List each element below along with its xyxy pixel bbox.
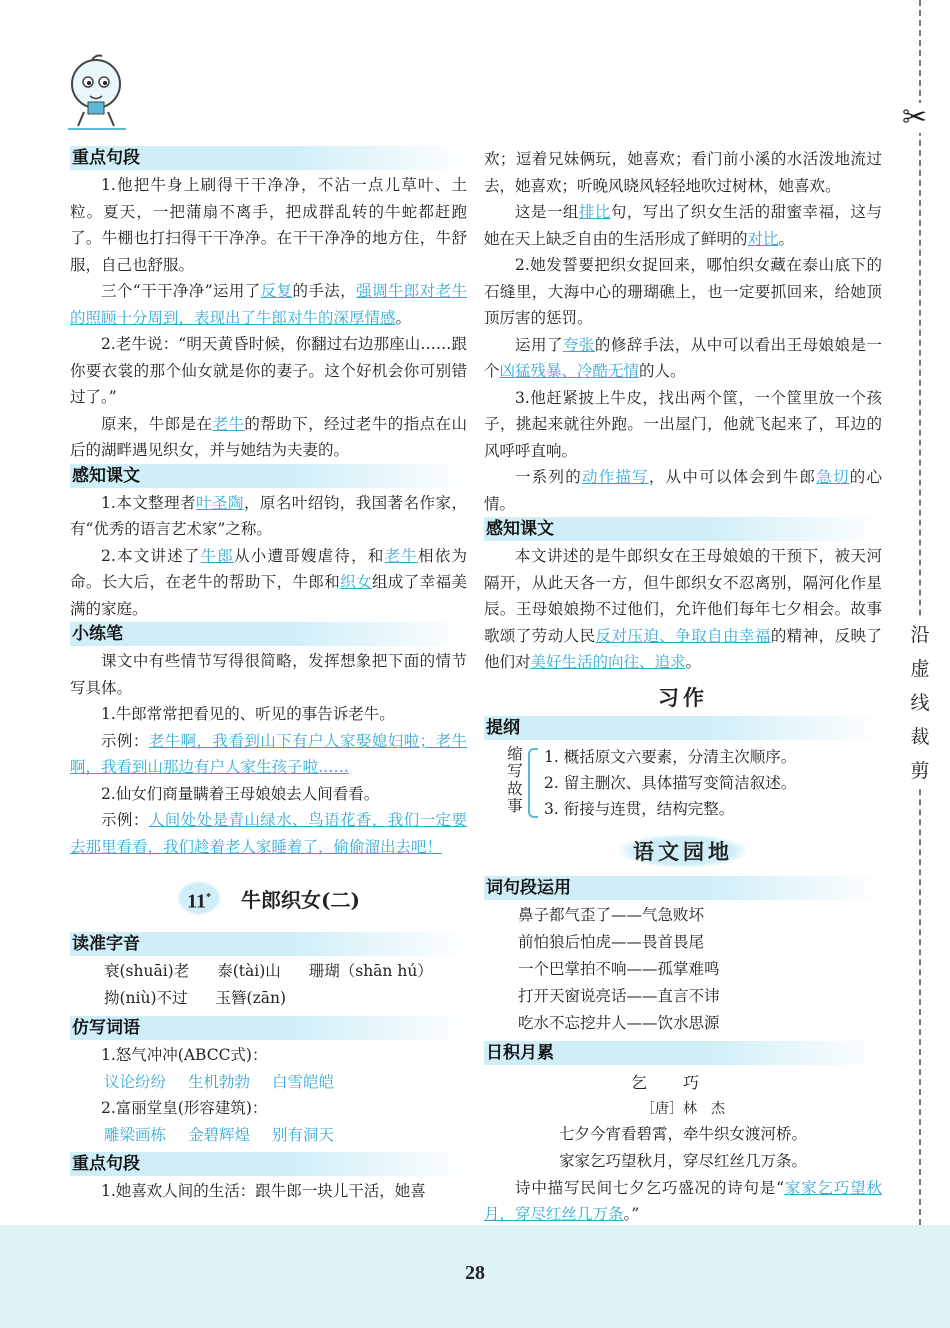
paragraph: 示例：老牛啊，我看到山下有户人家娶媳妇啦；老牛啊，我看到山那边有户人家生孩子啦…… <box>70 731 467 776</box>
outline-label: 缩 写 故 事 <box>507 744 523 815</box>
answer: 强调牛郎对老牛的照顾十分周到，表现出了牛郎对牛的深厚情感 <box>70 282 467 327</box>
paragraph: 课文中有些情节写得很简略，发挥想象把下面的情节写具体。 <box>70 652 467 697</box>
answer-words: 雕梁画栋 金碧辉煌 别有洞天 <box>104 1125 335 1144</box>
answer: 反复 <box>260 282 293 300</box>
outline-items: 1. 概括原文六要素，分清主次顺序。 2. 留主删次、具体描写变简洁叙述。 3. 衔接与连贯，结构完整。 <box>544 747 797 818</box>
section-title: 感知课文 <box>70 464 467 488</box>
answer: 动作描写 <box>581 468 649 486</box>
paragraph: 三个“干干净净”运用了反复的手法，强调牛郎对老牛的照顾十分周到，表现出了牛郎对牛的深厚情感。 <box>70 282 467 327</box>
cut-guide-line <box>919 0 921 1225</box>
outline <box>506 744 882 822</box>
right-column <box>484 146 882 1228</box>
idiom-line: 打开天窗说亮话——直言不讳 <box>518 986 720 1005</box>
answer: 老牛 <box>212 414 245 433</box>
idiom-line: 前怕狼后怕虎——畏首畏尾 <box>518 932 705 951</box>
lesson-title <box>70 874 467 922</box>
answer: 老牛 <box>384 546 419 565</box>
paragraph: 1.她喜欢人间的生活：跟牛郎一块儿干活，她喜 <box>101 1182 426 1200</box>
scissors-icon: ✂ <box>902 100 928 135</box>
section-title: 感知课文 <box>484 517 882 541</box>
section-title: 仿写词语 <box>70 1016 467 1040</box>
answer: 对比 <box>747 229 779 248</box>
paragraph: 本文讲述的是牛郎织女在王母娘娘的干预下，被天河隔开，从此天各一方，但牛郎织女不忍离别，隔河化作星辰。王母娘娘拗不过他们，允许他们每年七夕相会。故事歌颂了劳动人民反对压迫、争取自由幸福的精神，反映了他们对美好生活的向往、追求。 <box>484 547 882 671</box>
poem-title: 乞巧 <box>630 1072 735 1092</box>
paragraph: 这是一组排比句，写出了织女生活的甜蜜幸福，这与她在天上缺乏自由的生活形成了鲜明的对比。 <box>484 203 882 248</box>
xizuo-title: 习作 <box>658 684 708 710</box>
poem-line: 七夕今宵看碧霄，牵牛织女渡河桥。 <box>558 1124 807 1143</box>
answer: 牛郎 <box>200 546 235 565</box>
answer: 家家乞巧望秋月，穿尽红丝几万条 <box>484 1178 882 1223</box>
idiom-line: 吃水不忘挖井人——饮水思源 <box>518 1013 720 1032</box>
idiom-line: 一个巴掌拍不响——孤掌难鸣 <box>518 959 720 978</box>
paragraph: 3.他赶紧披上牛皮，找出两个筐，一个筐里放一个孩子，挑起来就往外跑。一出屋门，他就飞起来了，耳边的风呼呼直响。 <box>484 388 882 460</box>
paragraph: 1.牛郎常常把看见的、听见的事告诉老牛。 <box>101 705 395 723</box>
answer-words: 议论纷纷 生机勃勃 白雪皑皑 <box>104 1072 335 1091</box>
answer: 叶圣陶 <box>196 493 244 512</box>
answer: 美好生活的向往、追求 <box>530 653 686 671</box>
answer: 排比 <box>578 203 611 221</box>
paragraph: 示例：人间处处是青山绿水、鸟语花香，我们一定要去那里看看，我们趁着老人家睡着了，偷偷溜出去吧！ <box>70 811 467 856</box>
answer: 反对压迫、争取自由幸福 <box>595 626 771 645</box>
answer: 人间处处是青山绿水、鸟语花香，我们一定要去那里看看，我们趁着老人家睡着了，偷偷溜出去吧！ <box>70 811 467 856</box>
answer: 凶猛残暴、冷酷无情 <box>499 362 640 380</box>
brace-icon <box>528 748 538 818</box>
paragraph: 2.本文讲述了牛郎从小遭哥嫂虐待，和老牛相依为命。长大后，在老牛的帮助下，牛郎和织女组成了幸福美满的家庭。 <box>70 546 467 618</box>
paragraph: 一系列的动作描写，从中可以体会到牛郎急切的心情。 <box>484 468 882 513</box>
pinyin-row: 衰(shuāi)老 泰(tài)山 珊瑚（shān hú） <box>104 962 433 980</box>
answer: 夸张 <box>562 335 595 354</box>
paragraph: 1.怒气冲冲(ABCC式)： <box>101 1046 268 1064</box>
section-title: 重点句段 <box>70 1152 467 1176</box>
poem-author: ［唐］林 杰 <box>641 1100 725 1117</box>
lesson-name: 牛郎织女(二) <box>241 887 360 912</box>
answer: 急切 <box>816 468 850 486</box>
paragraph: 2.仙女们商量瞒着王母娘娘去人间看看。 <box>101 784 380 803</box>
left-column <box>70 146 467 1205</box>
section-title: 提纲 <box>484 716 882 740</box>
section-title: 重点句段 <box>70 146 467 170</box>
pinyin-row: 拗(niù)不过 玉簪(zān) <box>104 989 287 1007</box>
section-title: 小练笔 <box>70 622 467 646</box>
paragraph: 2.老牛说：“明天黄昏时候，你翻过右边那座山……跟你要衣裳的那个仙女就是你的妻子。这个好机会你可别错过了。” <box>70 335 467 406</box>
lesson-number: 11* <box>177 881 221 915</box>
poem-line: 家家乞巧望秋月，穿尽红丝几万条。 <box>558 1151 807 1170</box>
paragraph: 原来，牛郎是在老牛的帮助下，经过老牛的指点在山后的湖畔遇见织女，并与她结为夫妻的。 <box>70 414 467 459</box>
yuwen-title: 语文园地 <box>618 834 748 868</box>
page-number: 28 <box>465 1262 485 1284</box>
paragraph: 欢；逗着兄妹俩玩，她喜欢；看门前小溪的水活泼地流过去，她喜欢；听晚风晓风轻轻地吹过树林，她喜欢。 <box>484 150 882 195</box>
mascot-icon <box>62 52 130 130</box>
paragraph: 1.他把牛身上刷得干干净净，不沾一点儿草叶、土粒。夏天，一把蒲扇不离手，把成群乱转的牛蛇都赶跑了。牛棚也打扫得干干净净。在干干净净的地方住，牛舒服，自己也舒服。 <box>70 176 467 274</box>
header-rule <box>68 128 126 130</box>
paragraph: 2.富丽堂皇(形容建筑)： <box>101 1099 268 1117</box>
section-title: 读准字音 <box>70 932 467 956</box>
paragraph: 2.她发誓要把织女捉回来，哪怕织女藏在泰山底下的石缝里，大海中心的珊瑚礁上，也一定要抓回来，给她顶顶厉害的惩罚。 <box>484 256 882 327</box>
section-title: 日积月累 <box>484 1041 882 1065</box>
cut-hint: 沿 虚 线 裁 剪 <box>906 618 934 788</box>
paragraph: 1.本文整理者叶圣陶，原名叶绍钧，我国著名作家，有“优秀的语言艺术家”之称。 <box>70 493 467 538</box>
paragraph: 诗中描写民间七夕乞巧盛况的诗句是“家家乞巧望秋月，穿尽红丝几万条。” <box>484 1178 882 1223</box>
answer: 织女 <box>340 573 372 591</box>
paragraph: 运用了夸张的修辞手法，从中可以看出王母娘娘是一个凶猛残暴、冷酷无情的人。 <box>484 335 882 380</box>
section-title: 词句段运用 <box>484 876 882 900</box>
idiom-line: 鼻子都气歪了——气急败坏 <box>518 905 705 924</box>
answer: 老牛啊，我看到山下有户人家娶媳妇啦；老牛啊，我看到山那边有户人家生孩子啦…… <box>70 731 467 776</box>
